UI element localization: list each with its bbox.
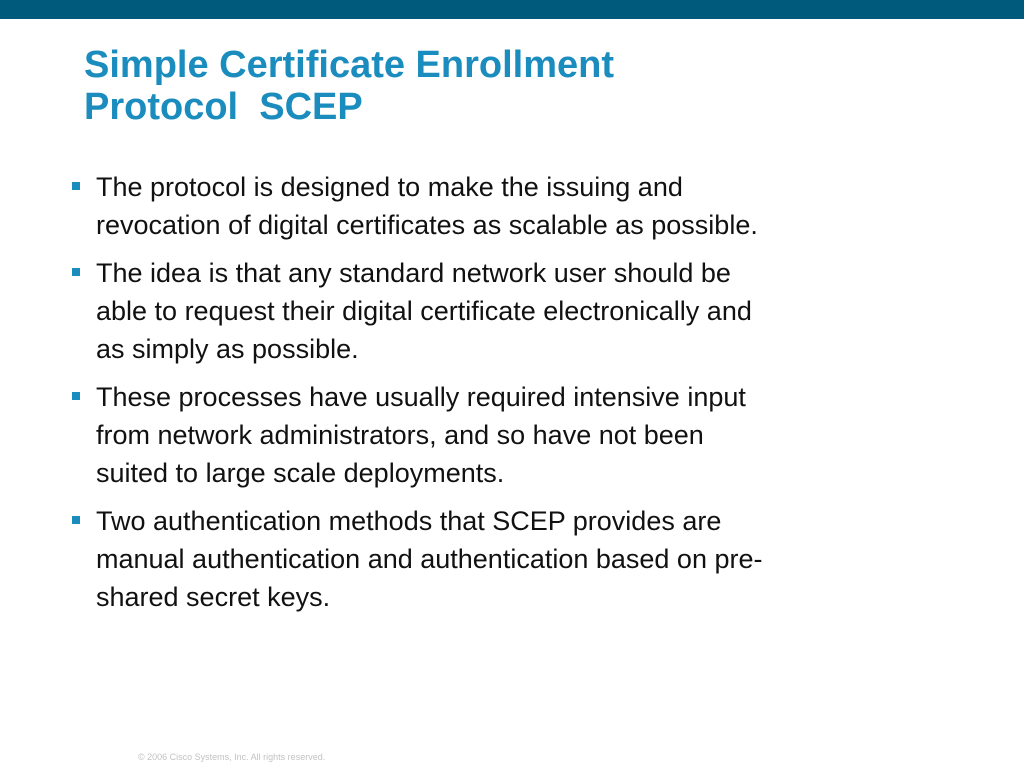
bullet-line: The idea is that any standard network user should be [96, 258, 731, 288]
slide-title-line-1: Simple Certificate Enrollment [84, 44, 615, 86]
bullet-line: as simply as possible. [96, 334, 359, 364]
bullet-line: The protocol is designed to make the issuing and [96, 172, 683, 202]
square-bullet-icon [72, 182, 80, 190]
bullet-line: from network administrators, and so have not been [96, 420, 704, 450]
slide-title [84, 44, 984, 128]
bullet-line: revocation of digital certificates as scalable as possible. [96, 210, 758, 240]
bullet-line: These processes have usually required intensive input [96, 382, 746, 412]
square-bullet-icon [72, 392, 80, 400]
bullet-line: Two authentication methods that SCEP provides are [96, 506, 722, 536]
bullet-item-4 [72, 502, 952, 616]
bullet-item-3 [72, 378, 952, 492]
bullet-line: manual authentication and authentication based on pre- [96, 544, 763, 574]
bullet-list [72, 168, 952, 626]
copyright-footer: © 2006 Cisco Systems, Inc. All rights reserved. [138, 752, 326, 762]
bullet-item-2 [72, 254, 952, 368]
square-bullet-icon [72, 268, 80, 276]
bullet-line: suited to large scale deployments. [96, 458, 505, 488]
top-banner [0, 0, 1024, 19]
bullet-line: shared secret keys. [96, 582, 331, 612]
bullet-item-1 [72, 168, 952, 244]
square-bullet-icon [72, 516, 80, 524]
bullet-text [96, 254, 952, 368]
bullet-text [96, 502, 952, 616]
bullet-line: able to request their digital certificate electronically and [96, 296, 752, 326]
bullet-text [96, 168, 952, 244]
slide-title-line-2: Protocol SCEP [84, 86, 363, 128]
bullet-text [96, 378, 952, 492]
